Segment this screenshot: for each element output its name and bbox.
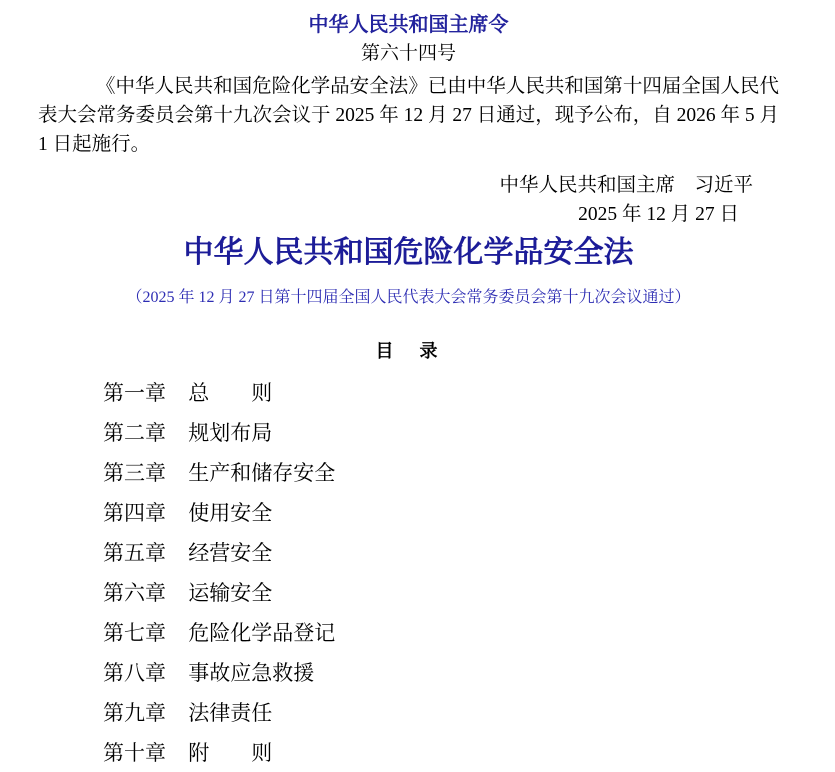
toc-chapter-title: 运输安全 xyxy=(188,581,273,605)
toc-chapter-title: 总 则 xyxy=(188,381,273,405)
law-passage-note: （2025 年 12 月 27 日第十四届全国人民代表大会常务委员会第十九次会议通过） xyxy=(126,289,691,306)
toc-item xyxy=(103,693,779,733)
toc-item xyxy=(103,733,779,772)
toc-chapter-title: 事故应急救援 xyxy=(188,661,315,685)
toc-chapter-title: 规划布局 xyxy=(188,421,273,445)
signature-line: 中华人民共和国主席 习近平 xyxy=(499,175,753,196)
decree-title: 中华人民共和国主席令 xyxy=(308,14,509,36)
toc-item xyxy=(103,653,779,693)
toc-chapter-number: 第四章 xyxy=(103,501,166,525)
toc-item xyxy=(103,613,779,653)
toc-chapter-title: 附 则 xyxy=(188,741,273,765)
toc-item xyxy=(103,493,779,533)
toc-item xyxy=(103,373,779,413)
toc-list xyxy=(38,373,779,772)
toc-chapter-number: 第七章 xyxy=(103,621,166,645)
toc-item xyxy=(103,533,779,573)
toc-chapter-number: 第三章 xyxy=(103,461,166,485)
toc-chapter-number: 第十章 xyxy=(103,741,166,765)
decree-number: 第六十四号 xyxy=(360,43,456,64)
toc-chapter-title: 法律责任 xyxy=(188,701,273,725)
toc-chapter-title: 经营安全 xyxy=(188,541,273,565)
law-title: 中华人民共和国危险化学品安全法 xyxy=(183,236,634,269)
toc-item xyxy=(103,413,779,453)
toc-chapter-number: 第八章 xyxy=(103,661,166,685)
toc-chapter-number: 第二章 xyxy=(103,421,166,445)
decree-body-paragraph: 《中华人民共和国危险化学品安全法》已由中华人民共和国第十四届全国人民代表大会常务委员会第十九次会议于 2025 年 12 月 27 日通过，现予公布，自 2026 年 5 月 1 日起施行。 xyxy=(38,76,780,155)
toc-chapter-title: 生产和储存安全 xyxy=(188,461,336,485)
toc-chapter-title: 危险化学品登记 xyxy=(188,621,336,645)
signature-block xyxy=(38,171,779,229)
signature-date: 2025 年 12 月 27 日 xyxy=(578,204,739,225)
toc-heading: 目 录 xyxy=(375,341,442,361)
toc-item xyxy=(103,573,779,613)
toc-chapter-number: 第九章 xyxy=(103,701,166,725)
toc-chapter-title: 使用安全 xyxy=(188,501,273,525)
toc-chapter-number: 第五章 xyxy=(103,541,166,565)
toc-chapter-number: 第六章 xyxy=(103,581,166,605)
toc-chapter-number: 第一章 xyxy=(103,381,166,405)
toc-item xyxy=(103,453,779,493)
